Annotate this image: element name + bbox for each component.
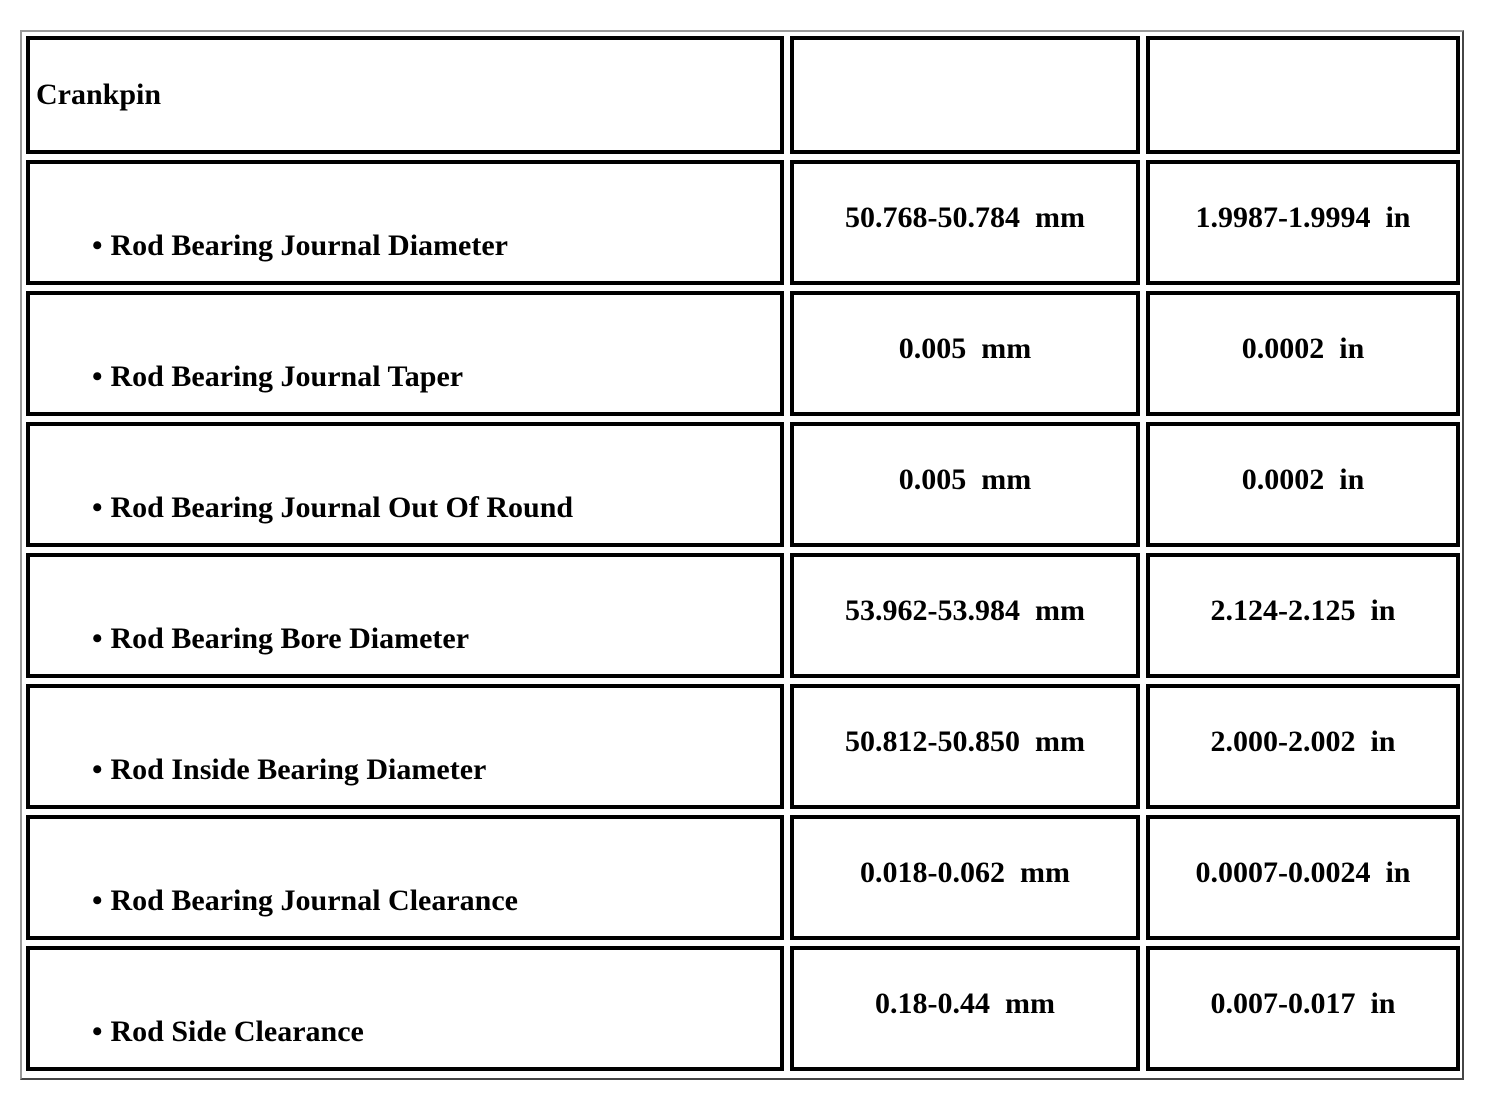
metric-value: 0.018-0.062 mm	[790, 815, 1140, 940]
header-imperial-cell	[1146, 36, 1460, 154]
spec-label-cell	[26, 946, 784, 1071]
table-row	[26, 422, 1460, 547]
spec-label: Rod Bearing Journal Diameter	[110, 229, 508, 262]
imperial-value: 1.9987-1.9994 in	[1146, 160, 1460, 285]
metric-value: 0.005 mm	[790, 291, 1140, 416]
bullet-icon: •	[92, 753, 103, 786]
bullet-icon: •	[92, 1015, 103, 1048]
spec-table-frame	[20, 30, 1464, 1080]
spec-label-cell	[26, 553, 784, 678]
imperial-value: 0.0002 in	[1146, 291, 1460, 416]
metric-value: 50.768-50.784 mm	[790, 160, 1140, 285]
metric-value: 0.005 mm	[790, 422, 1140, 547]
spec-label-cell	[26, 684, 784, 809]
metric-value: 0.18-0.44 mm	[790, 946, 1140, 1071]
imperial-value: 0.0002 in	[1146, 422, 1460, 547]
crankpin-spec-table	[20, 30, 1466, 1077]
bullet-icon: •	[92, 360, 103, 393]
spec-label-cell	[26, 291, 784, 416]
spec-label: Rod Bearing Journal Taper	[110, 360, 464, 393]
metric-value: 50.812-50.850 mm	[790, 684, 1140, 809]
table-header-row	[26, 36, 1460, 154]
spec-label: Rod Bearing Journal Clearance	[110, 884, 518, 917]
spec-label: Rod Inside Bearing Diameter	[110, 753, 487, 786]
imperial-value: 0.007-0.017 in	[1146, 946, 1460, 1071]
spec-label-cell	[26, 422, 784, 547]
metric-value: 53.962-53.984 mm	[790, 553, 1140, 678]
table-row	[26, 160, 1460, 285]
bullet-icon: •	[92, 491, 103, 524]
imperial-value: 2.124-2.125 in	[1146, 553, 1460, 678]
imperial-value: 2.000-2.002 in	[1146, 684, 1460, 809]
imperial-value: 0.0007-0.0024 in	[1146, 815, 1460, 940]
bullet-icon: •	[92, 229, 103, 262]
table-row	[26, 946, 1460, 1071]
table-row	[26, 553, 1460, 678]
section-title: Crankpin	[26, 36, 784, 154]
table-row	[26, 684, 1460, 809]
header-metric-cell	[790, 36, 1140, 154]
bullet-icon: •	[92, 622, 103, 655]
bullet-icon: •	[92, 884, 103, 917]
spec-label: Rod Side Clearance	[110, 1015, 364, 1048]
table-row	[26, 291, 1460, 416]
spec-label: Rod Bearing Bore Diameter	[110, 622, 470, 655]
spec-label-cell	[26, 160, 784, 285]
table-row	[26, 815, 1460, 940]
spec-label-cell	[26, 815, 784, 940]
spec-label: Rod Bearing Journal Out Of Round	[110, 491, 574, 524]
